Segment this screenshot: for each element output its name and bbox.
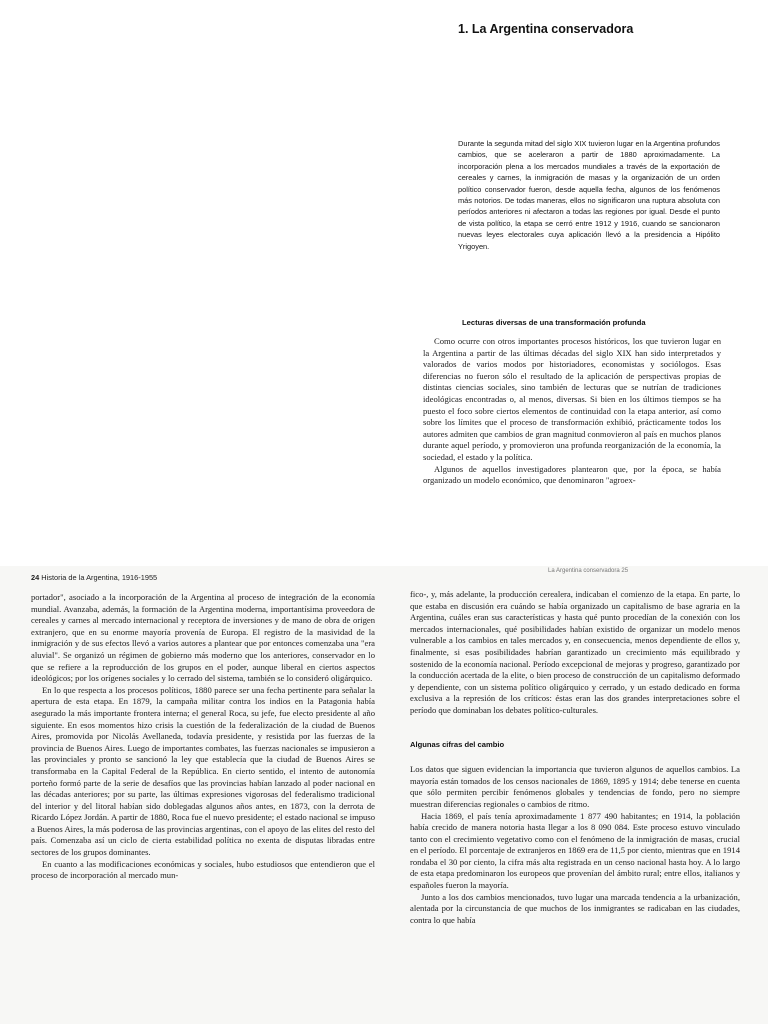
paragraph: Hacia 1869, el país tenía aproximadamente 1 877 490 habitantes; en 1914, la población había crecido de manera notoria hasta llegar a los 8 090 084. Este proceso estuvo vinculado tanto con el crecimiento vegetativo como con el fenómeno de la inmigración de masas, crucial en el período. El porcentaje de extranjeros en 1869 era de 11,5 por ciento, mientras que en 1914 rondaba el 30 por ciento, la cifra más alta registrada en un censo nacional hasta hoy. A lo largo de esta etapa predominaron los europeos que provenían del ámbito rural; entre ellos, italianos y españoles fueron la mayoría. [410, 810, 740, 891]
section-heading-cifras: Algunas cifras del cambio [410, 739, 505, 749]
book-title: Historia de la Argentina, 1916-1955 [41, 573, 158, 582]
paragraph: En cuanto a las modificaciones económicas y sociales, hubo estudiosos que entendieron que el proceso de incorporación al mercado mun- [31, 858, 375, 881]
chapter-title: 1. La Argentina conservadora [458, 22, 634, 36]
lower-spread [0, 566, 768, 1024]
right-text-column [410, 589, 740, 926]
paragraph: Como ocurre con otros importantes procesos históricos, los que tuvieron lugar en la Argentina a partir de las últimas décadas del siglo XIX han sido interpretados y valorados de varios modos por historiadores, economistas y sociólogos. Esas diferencias no fueron sólo el resultado de la aplicación de perspectivas propias de distintas ciencias sociales, sino también de lecturas que se nutrían de tradiciones ideológicas encontradas o, al menos, diversas. Si bien en los últimos tiempos se ha puesto el foco sobre ciertos elementos de continuidad con la etapa anterior, así como sobre los límites que el proceso de transformación exhibió, prácticamente todos los autores admiten que cambios de gran magnitud conmovieron al país en muchos planos durante aquel período, y promovieron una profunda reorganización de la economía, la sociedad, el estado y la política. [423, 336, 721, 462]
page-number: 24 [31, 573, 40, 582]
section-heading-lecturas: Lecturas diversas de una transformación profunda [462, 318, 646, 327]
faint-running-header: La Argentina conservadora 25 [548, 568, 629, 574]
left-text-column [31, 592, 375, 882]
upper-text-column [423, 336, 721, 487]
running-header [31, 573, 157, 582]
paragraph: Junto a los dos cambios mencionados, tuvo lugar una marcada tendencia a la urbanización, alentada por la circunstancia de que muchos de los inmigrantes se radicaban en las ciudades, contra lo que había [410, 891, 740, 925]
paragraph: Algunos de aquellos investigadores plantearon que, por la época, se había organizado un modelo económico, que denominaron "agroex- [423, 463, 721, 486]
paragraph: fico-, y, más adelante, la producción cerealera, indicaban el comienzo de la etapa. En parte, lo que estaba en discusión era cuándo se había organizado un capitalismo de base agraria en la Argentina, cuáles eran sus características y hasta qué punto procedían de la conexión con los mercados internacionales, qué posibilidades habían existido de organizar un modelo menos vulnerable a los cambios en tales mercados y, en consecuencia, menos dependiente de ellos y, finalmente, si esas posibilidades habrían garantizado un crecimiento más equilibrado y sostenido de la economía nacional. Período excepcional de mejoras y progreso, garantizado por la conducción acertada de la elite, o bien proceso de construcción de un capitalismo deformado y dependiente, con un sistema político oligárquico y cerrado, y un estado dedicado en forma exclusiva a la represión de los críticos: éstas eran las dos grandes interpretaciones sobre el período que dominaban los debates político-culturales. [410, 589, 740, 715]
paragraph: portador", asociado a la incorporación de la Argentina al proceso de integración de la economía mundial. Avanzaba, además, la formación de la Argentina moderna, importantísima proveedora de cereales y carnes al mercado internacional y receptora de inversiones y de mano de obra de origen extranjero, que en su enorme mayoría provenía de Europa. El registro de la masividad de la inmigración y de sus efectos llevó a varios autores a plantear que por entonces comenzaba una "era aluvial". Se organizó un régimen de gobierno más moderno que los anteriores, conservador en lo que se refiere a la reproducción de los grupos en el poder, aunque liberal en ciertos aspectos ideológicos; por los orígenes sociales y lo cerrado del sistema, también se lo consideró oligárquico. [31, 592, 375, 684]
paragraph: En lo que respecta a los procesos políticos, 1880 parece ser una fecha pertinente para señalar la apertura de esta etapa. En 1879, la campaña militar contra los indios en la Patagonia había asegurado la más importante frontera interna; el general Roca, su jefe, fue electo presidente al año siguiente. En esos momentos hizo crisis la cuestión de la federalización de la ciudad de Buenos Aires, promovida por Nicolás Avellaneda, todavía presidente, y resistida por las fuerzas de la provincia de Buenos Aires. Luego de importantes combates, las fuerzas nacionales se impusieron a las provinciales y pronto se sancionó la ley que establecía que la ciudad de Buenos Aires se transformaba en la Capital Federal de la República. En cierto sentido, el intento de autonomía porteño formó parte de la serie de desafíos que las provincias habían lanzado al poder nacional en las décadas anteriores; por su parte, las últimas expresiones vigorosas del federalismo tradicional del interior y del litoral habían sido doblegadas algunos años antes, en 1873, con la derrota de Ricardo López Jordán. A partir de 1880, Roca fue el nuevo presidente; el estado nacional se impuso a Buenos Aires, la más poderosa de las provincias argentinas, con el apoyo de las elites del resto del país. Comenzaba así un ciclo de cierta estabilidad política no exenta de disputas libradas entre sectores de los grupos dominantes. [31, 684, 375, 858]
chapter-intro: Durante la segunda mitad del siglo XIX tuvieron lugar en la Argentina profundos cambios, que se aceleraron a partir de 1880 aproximadamente. La incorporación plena a los mercados mundiales a través de la exportación de cereales y carnes, la inmigración de masas y la organización de un orden político conservador fueron, desde aquella fecha, algunos de los fenómenos más notorios. De todas maneras, ellos no significaron una ruptura absoluta con períodos anteriores ni afectaron a todas las regiones por igual. Desde el punto de vista político, la etapa se cerró entre 1912 y 1916, cuando se sancionaron nuevas leyes electorales cuya aplicación llevó a la presidencia a Hipólito Yrigoyen. [458, 139, 720, 251]
paragraph: Los datos que siguen evidencian la importancia que tuvieron algunos de aquellos cambios. La mayoría están tomados de los censos nacionales de 1869, 1895 y 1914; debe tenerse en cuenta que sólo permiten percibir fenómenos globales y tendencias de fondo, pero no siempre muestran diferencias regionales o cambios de ritmo. [410, 764, 740, 809]
